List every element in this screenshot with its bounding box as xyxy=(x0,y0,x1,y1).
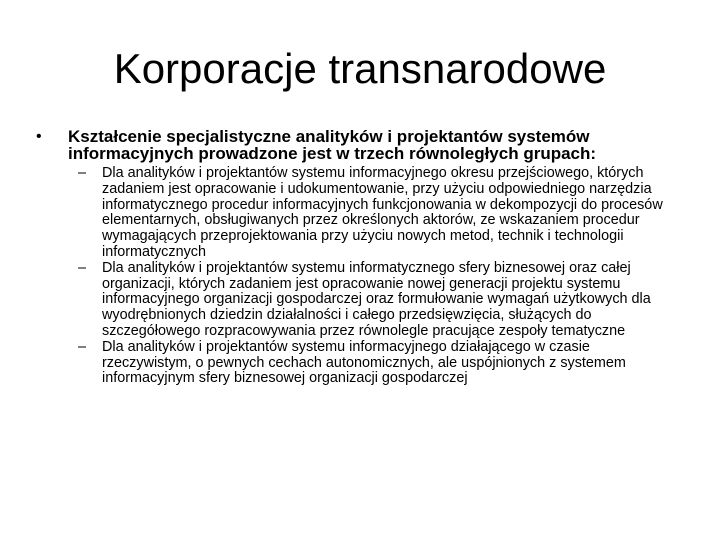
sub-bullet-marker: – xyxy=(78,259,87,276)
sub-bullet-list xyxy=(78,166,678,387)
main-bullet-marker: • xyxy=(36,128,42,145)
sub-bullet-text: Dla analityków i projektantów systemu informacyjnego działającego w czasie rzeczywistym, o pewnych cechach autonomicznych, ale uspójnionych z systemem informacyjnym sfery biznesowej organizacji gospodarczej xyxy=(102,338,626,387)
sub-bullet-text: Dla analityków i projektantów systemu informatycznego sfery biznesowej oraz całej organizacji, których zadaniem jest opracowanie nowej generacji projektu systemu informacyjnego organizacji gospodarczej oraz formułowanie wymagań użytkowych dla wyodrębnionych dziedzin działalności i całego przedsięwzięcia, służących do szczegółowego rozpracowywania przez równolegle pracujące zespoły tematyczne xyxy=(102,259,651,339)
sub-bullet-marker: – xyxy=(78,165,87,181)
slide-title: Korporacje transnarodowe xyxy=(113,45,607,92)
sub-bullet-item xyxy=(78,166,678,261)
sub-bullet-marker: – xyxy=(78,338,87,355)
sub-bullet-item xyxy=(78,261,678,340)
main-bullet-text: Kształcenie specjalistyczne analityków i projektantów systemów informacyjnych prowadzone jest w trzech równoległych grupach: xyxy=(68,127,597,163)
sub-bullet-text: Dla analityków i projektantów systemu informacyjnego okresu przejściowego, których zadaniem jest opracowanie i udokumentowanie, przy użyciu odpowiedniego narzędzia informatycznego procedur informacyjnych funkcjonowania w dekompozycji do procesów elementarnych, obsługiwanych przez określonych aktorów, ze wskazaniem procedur wymagających przeprojektowania przy użyciu nowych metod, technik i technologii informatycznych xyxy=(102,165,663,260)
sub-bullet-item xyxy=(78,340,678,387)
